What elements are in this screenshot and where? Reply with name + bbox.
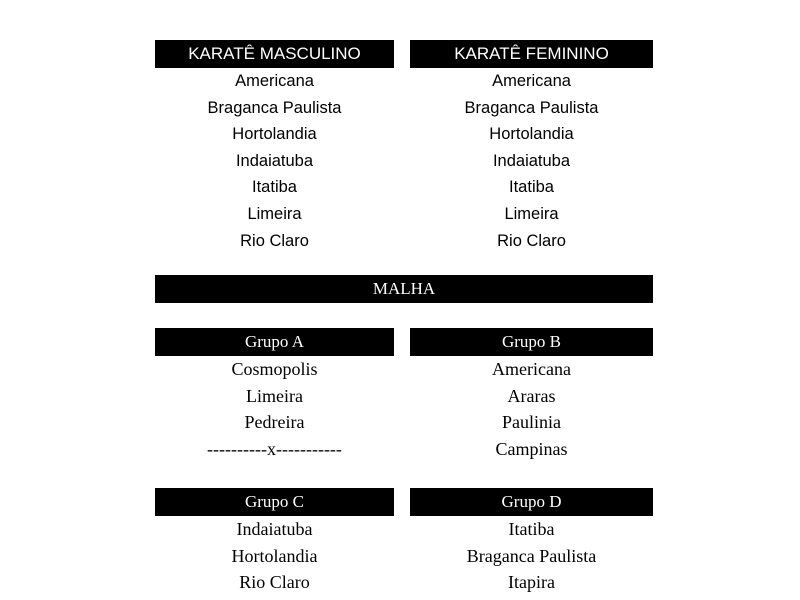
list-item: Rio Claro	[240, 231, 309, 250]
list-item: Americana	[235, 72, 314, 90]
grupo-b-list	[410, 356, 653, 462]
list-item: Limeira	[247, 204, 302, 223]
list-item: Americana	[492, 72, 571, 90]
list-item: Americana	[492, 359, 571, 379]
list-item: Indaiatuba	[492, 151, 571, 170]
separator-line: ----------x-----------	[207, 438, 342, 459]
list-item: Cosmopolis	[231, 359, 318, 379]
list-item: Campinas	[495, 438, 568, 459]
karate-feminino-list	[410, 68, 653, 254]
list-item: Indaiatuba	[235, 151, 314, 170]
malha-header: MALHA	[155, 275, 653, 303]
karate-feminino-header: KARATÊ FEMININO	[410, 40, 653, 68]
list-item: Itatiba	[508, 519, 555, 539]
list-item: Braganca Paulista	[464, 98, 599, 117]
list-item: Hortolandia	[489, 125, 574, 144]
list-item: Pedreira	[244, 412, 305, 433]
karate-masculino-header: KARATÊ MASCULINO	[155, 40, 394, 68]
list-item: Limeira	[246, 385, 303, 406]
list-item: Itatiba	[252, 178, 297, 197]
list-item: Araras	[507, 385, 556, 406]
list-item: Indaiatuba	[236, 519, 313, 539]
list-item: Rio Claro	[239, 572, 310, 593]
list-item: Limeira	[504, 204, 559, 223]
list-item: Itapira	[508, 572, 555, 593]
grupo-c-list	[155, 516, 394, 596]
list-item: Hortolandia	[231, 545, 318, 566]
grupo-a-list	[155, 356, 394, 462]
list-item: Paulinia	[502, 412, 561, 433]
list-item: Braganca Paulista	[466, 545, 597, 566]
list-item: Rio Claro	[497, 231, 566, 250]
grupo-d-header: Grupo D	[410, 488, 653, 516]
list-item: Braganca Paulista	[207, 98, 342, 117]
grupo-c-header: Grupo C	[155, 488, 394, 516]
list-item: Hortolandia	[232, 125, 317, 144]
grupo-a-header: Grupo A	[155, 328, 394, 356]
grupo-b-header: Grupo B	[410, 328, 653, 356]
list-item: Itatiba	[509, 178, 554, 197]
karate-masculino-list	[155, 68, 394, 254]
grupo-d-list	[410, 516, 653, 596]
